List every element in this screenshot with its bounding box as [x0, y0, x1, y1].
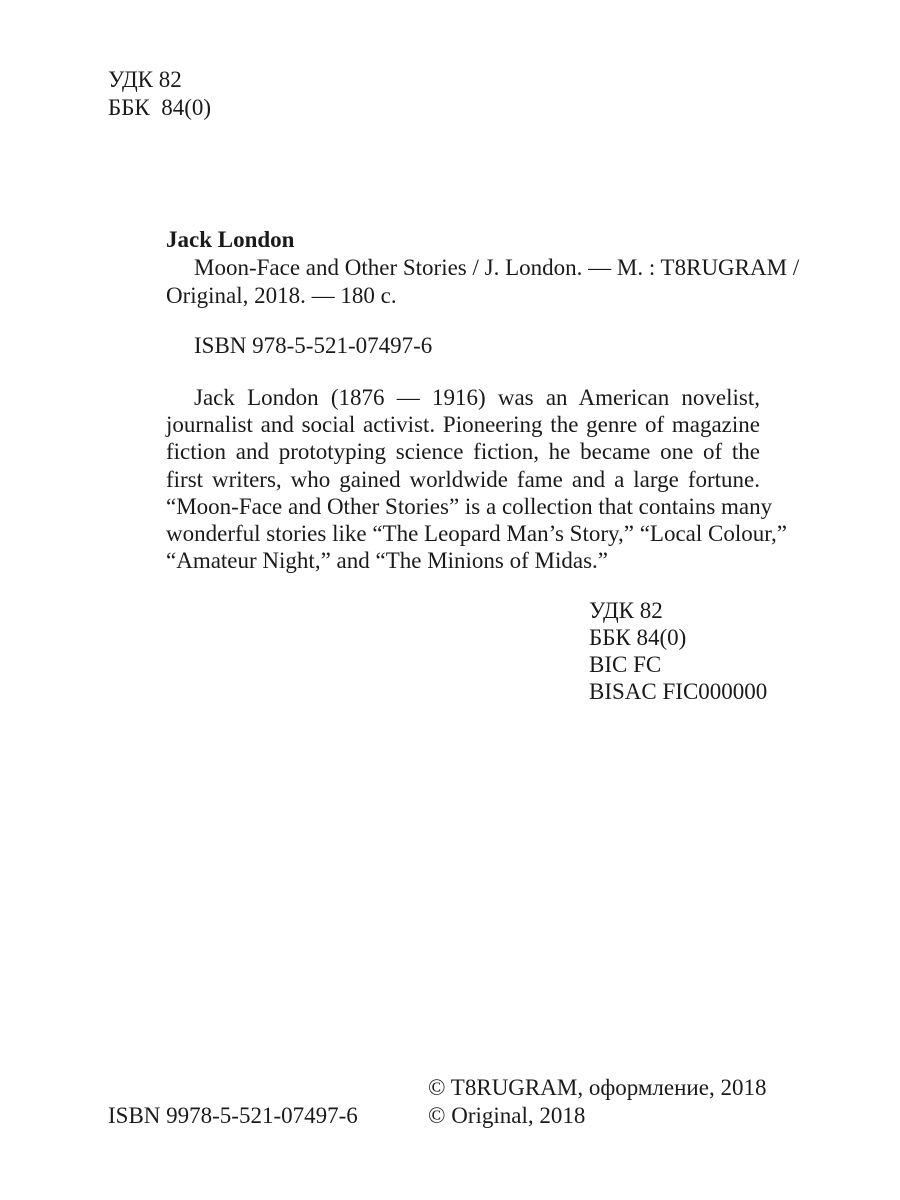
bibliographic-record	[166, 226, 800, 310]
udk-code: УДК 82	[108, 67, 182, 92]
record-isbn: ISBN 978-5-521-07497-6	[194, 333, 433, 358]
annotation-line: journalist and social activist. Pioneering the genre of magazine	[166, 412, 760, 438]
copyright-block	[428, 1074, 766, 1130]
publication-line: Original, 2018. — 180 c.	[166, 283, 397, 308]
annotation-line: “Amateur Night,” and “The Minions of Midas.”	[166, 548, 608, 574]
udk-code: УДК 82	[589, 598, 663, 623]
bic-code: BIC FC	[589, 652, 662, 677]
bbk-code: ББК 84(0)	[589, 625, 687, 650]
author-name: Jack London	[166, 227, 295, 252]
bisac-code: BISAC FIC000000	[589, 679, 768, 704]
top-classification-codes	[108, 66, 211, 122]
annotation-line: fiction and prototyping science fiction, he became one of the	[166, 439, 760, 465]
right-classification-codes	[589, 597, 767, 705]
footer-isbn: ISBN 9978-5-521-07497-6	[108, 1103, 358, 1128]
annotation-paragraph	[166, 384, 787, 574]
copyright-original: © Original, 2018	[428, 1103, 586, 1128]
annotation-line: first writers, who gained worldwide fame and a large fortune.	[166, 466, 760, 492]
annotation-line: Jack London (1876 — 1916) was an American novelist,	[194, 385, 760, 410]
annotation-line: “Moon-Face and Other Stories” is a collection that contains many	[166, 493, 773, 519]
bbk-code: ББК 84(0)	[108, 95, 212, 120]
title-line: Moon-Face and Other Stories / J. London. — M. : T8RUGRAM /	[194, 255, 800, 280]
annotation-line: wonderful stories like “The Leopard Man’s Story,” “Local Colour,”	[166, 521, 787, 547]
copyright-design: © T8RUGRAM, оформление, 2018	[428, 1075, 767, 1100]
